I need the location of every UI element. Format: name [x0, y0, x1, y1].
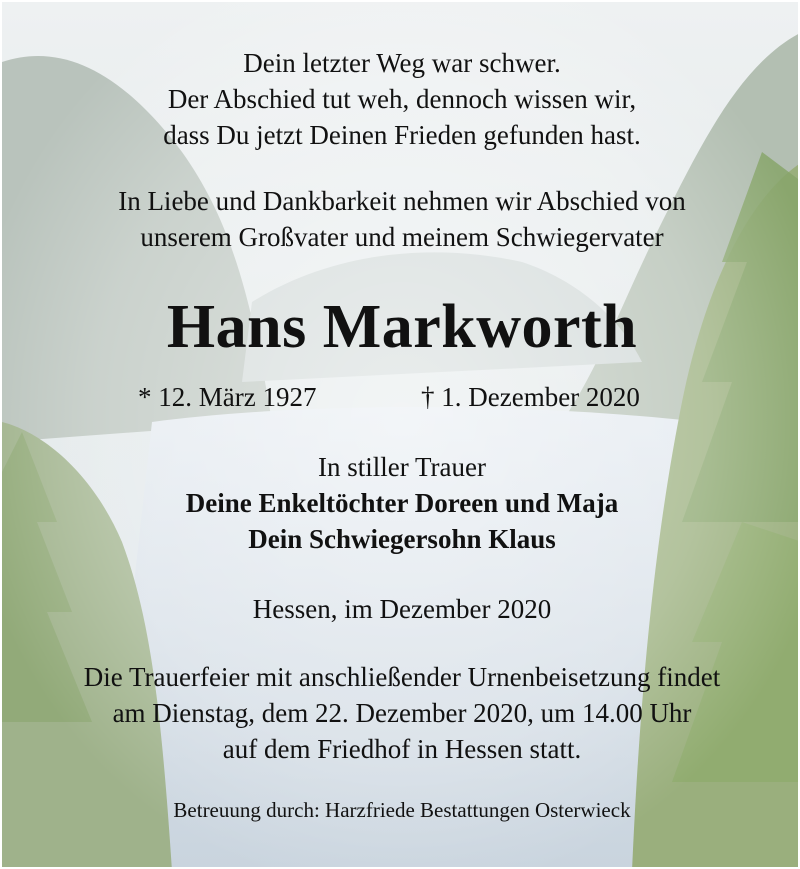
funeral-home-credit: Betreuung durch: Harzfriede Bestattungen Osterwieck	[173, 798, 631, 822]
mourners-line-1: Deine Enkeltöchter Doreen und Maja	[185, 488, 619, 518]
mourning-heading: In stiller Trauer	[318, 452, 486, 482]
ceremony-line-1: Die Trauerfeier mit anschließender Urnenbeisetzung findet	[83, 662, 721, 692]
ceremony-line-3: auf dem Friedhof in Hessen statt.	[222, 734, 582, 764]
poem-line-1: Dein letzter Weg war schwer.	[243, 48, 561, 78]
mourners-line-2: Dein Schwiegersohn Klaus	[248, 524, 556, 554]
poem-line-2: Der Abschied tut weh, dennoch wissen wir,	[167, 84, 637, 114]
ceremony-line-2: am Dienstag, dem 22. Dezember 2020, um 14.00 Uhr	[112, 698, 692, 728]
death-date: † 1. Dezember 2020	[421, 382, 640, 412]
obituary-text	[2, 2, 800, 869]
intro-line-2: unserem Großvater und meinem Schwiegervater	[140, 222, 664, 252]
birth-date: * 12. März 1927	[138, 382, 317, 412]
poem-line-3: dass Du jetzt Deinen Frieden gefunden hast.	[163, 120, 641, 150]
deceased-name: Hans Markworth	[166, 293, 638, 361]
intro-line-1: In Liebe und Dankbarkeit nehmen wir Abschied von	[118, 186, 686, 216]
place-date: Hessen, im Dezember 2020	[252, 594, 552, 624]
